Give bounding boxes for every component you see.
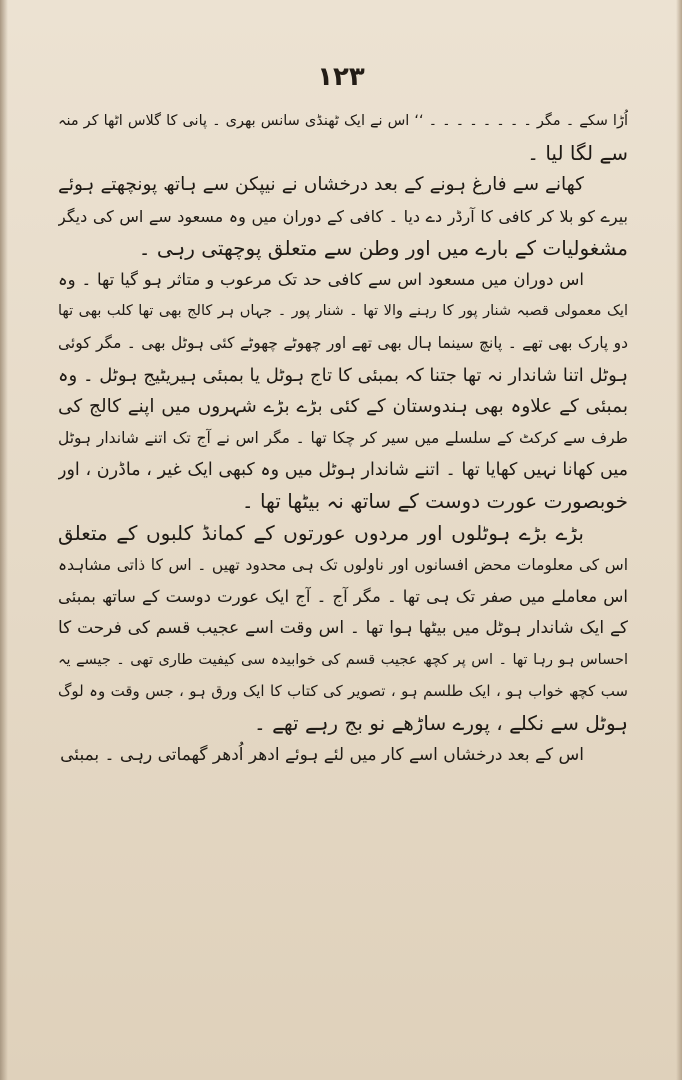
text-line: میں کھانا نہیں کھایا تھا ۔ اتنے شاندار ہوٹل میں وہ کبھی ایک غیر ، ماڈرن ، اور xyxy=(58,459,628,480)
page-number: ۱۲۳ xyxy=(317,62,365,92)
text-line: خوبصورت عورت دوست کے ساتھ نہ بیٹھا تھا ۔ xyxy=(241,489,628,514)
text-line: اس کی معلومات محض افسانوں اور ناولوں تک ہی محدود تھیں ۔ اس کا ذاتی مشاہدہ xyxy=(58,555,628,574)
text-line: کے ایک شاندار ہوٹل میں بیٹھا ہوا تھا ۔ اس وقت اسے عجیب قسم کی فرحت کا xyxy=(58,618,628,638)
text-line: سب کچھ خواب ہو ، ایک طلسم ہو ، تصویر کی کتاب کا ایک ورق ہو ، جس وقت وہ لوگ xyxy=(58,682,628,701)
text-line: اس دوران میں مسعود اس سے کافی حد تک مرعوب و متاثر ہو گیا تھا ۔ وہ xyxy=(58,270,584,290)
text-line: ہوٹل اتنا شاندار نہ تھا جتنا کہ بمبئی کا تاج ہوٹل یا بمبئی ہیریٹیج ہوٹل ۔ وہ xyxy=(58,364,628,386)
text-line: سے لگا لیا ۔ xyxy=(527,140,628,165)
text-line: ایک معمولی قصبہ شنار پور کا رہنے والا تھا ۔ شنار پور ۔ جہاں ہر کالج بھی تھا کلب بھی تھا xyxy=(58,303,628,320)
text-line: احساس ہو رہا تھا ۔ اس پر کچھ عجیب قسم کی خوابیدہ سی کیفیت طاری تھی ۔ جیسے یہ xyxy=(58,651,628,668)
text-line: اس معاملے میں صفر تک ہی تھا ۔ مگر آج ۔ آج ایک عورت دوست کے ساتھ بمبئی xyxy=(58,587,628,607)
text-line: ہوٹل سے نکلے ، پورے ساڑھے نو بج رہے تھے ۔ xyxy=(254,711,628,736)
text-line: دو پارک بھی تھے ۔ پانچ سینما ہال بھی تھے اور چھوٹے چھوٹے کئی ہوٹل بھی ۔ مگر کوئی xyxy=(58,333,628,352)
text-line: اس کے بعد درخشاں اسے کار میں لئے ہوئے ادھر اُدھر گھماتی رہی ۔ بمبئی xyxy=(60,744,584,765)
page-text xyxy=(58,106,628,771)
text-line: بیرے کو بلا کر کافی کا آرڈر دے دیا ۔ کافی کے دوران میں وہ مسعود سے اس کی دیگر xyxy=(58,207,628,227)
text-line: بمبئی کے علاوہ بھی ہندوستان کے کئی بڑے بڑے شہروں میں اپنے کالج کی xyxy=(58,396,628,418)
text-line: کھانے سے فارغ ہونے کے بعد درخشاں نے نیپکن سے ہاتھ پونچھتے ہوئے xyxy=(58,174,584,196)
text-line: اُڑا سکے ۔ مگر ۔ ۔ ۔ ۔ ۔ ۔ ۔ ۔ ‘‘ اس نے ایک ٹھنڈی سانس بھری ۔ پانی کا گلاس اٹھا کر منہ xyxy=(58,113,628,129)
text-line: بڑے بڑے ہوٹلوں اور مردوں عورتوں کے کمانڈ کلبوں کے متعلق xyxy=(58,520,584,545)
text-line: طرف سے کرکٹ کے سلسلے میں سیر کر چکا تھا ۔ مگر اس نے آج تک اتنے شاندار ہوٹل xyxy=(58,428,628,447)
text-line: مشغولیات کے بارے میں اور وطن سے متعلق پوچھتی رہی ۔ xyxy=(138,235,628,260)
